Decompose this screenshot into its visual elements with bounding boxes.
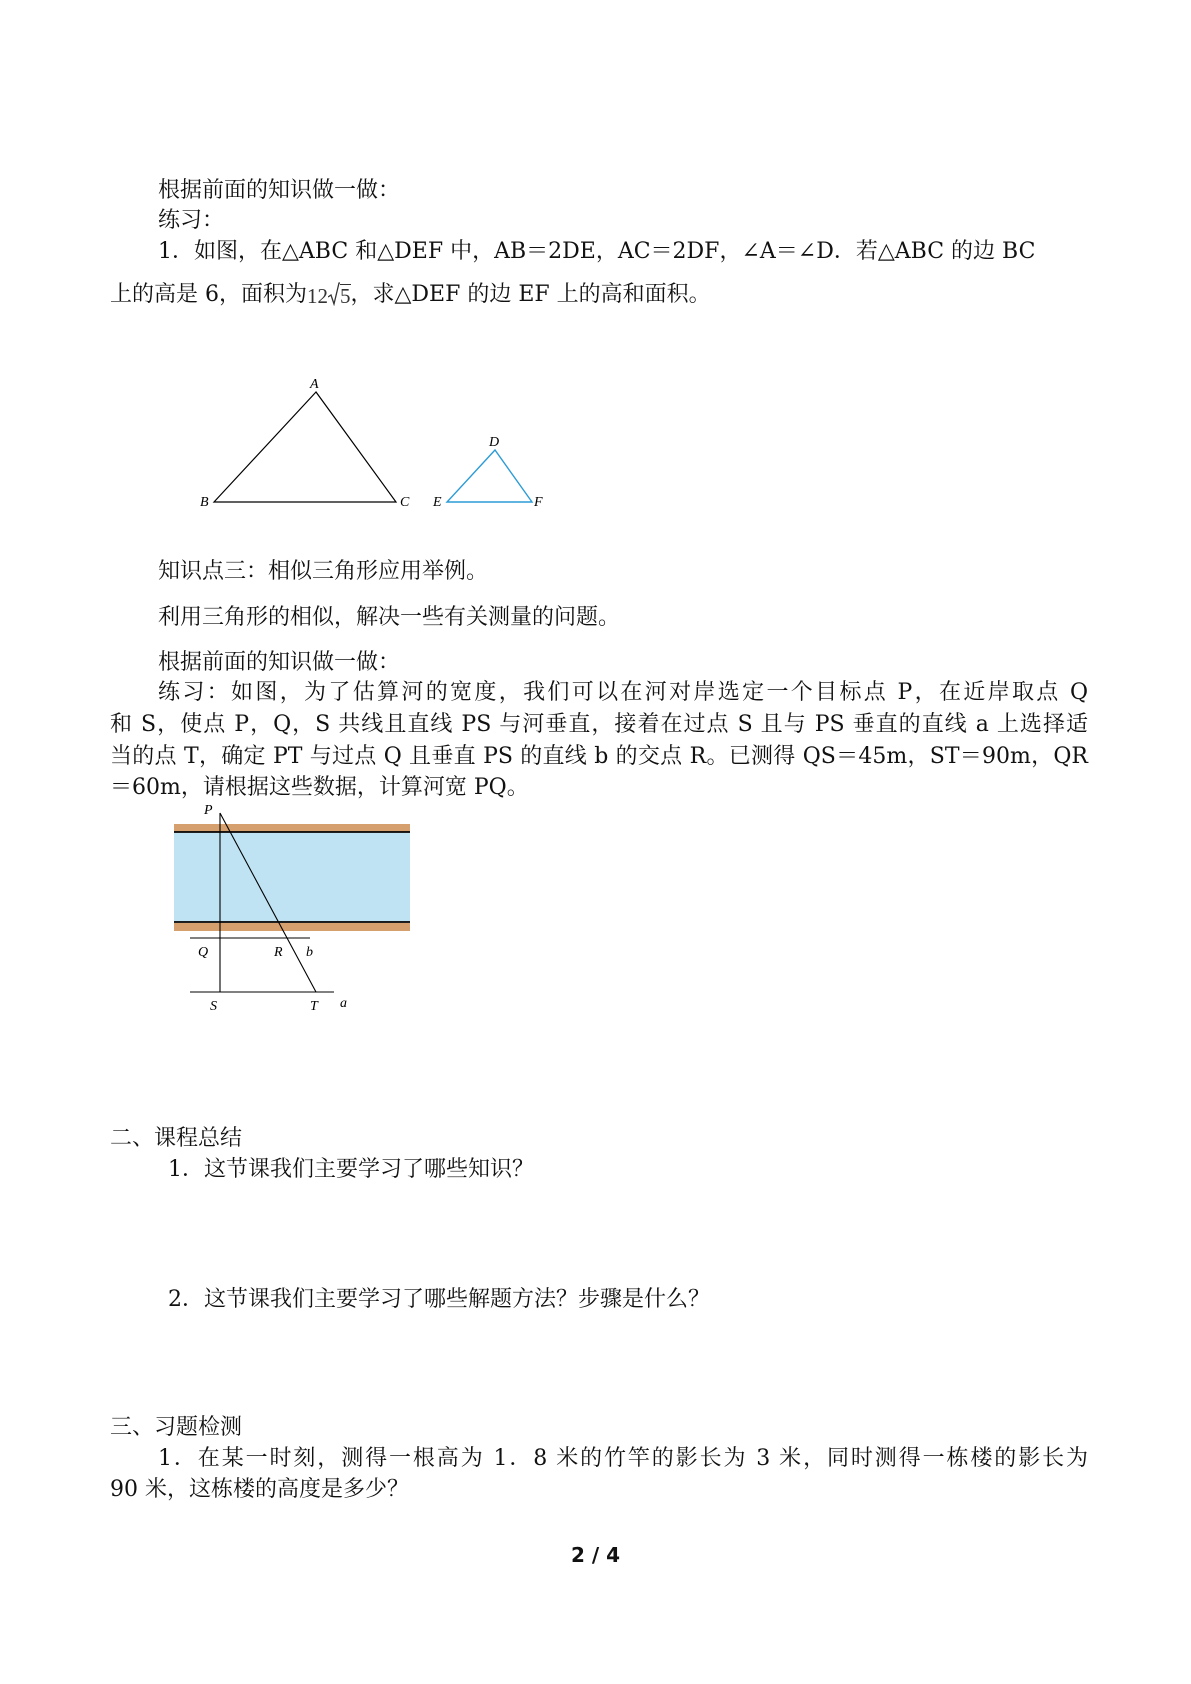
label-d: D xyxy=(489,435,500,450)
far-bank xyxy=(174,824,410,832)
knowledge-3-title: 知识点三：相似三角形应用举例。 xyxy=(158,559,489,584)
label-r: R xyxy=(274,945,283,960)
knowledge-3-desc: 利用三角形的相似，解决一些有关测量的问题。 xyxy=(158,605,621,630)
knowledge-3-lead: 根据前面的知识做一做： xyxy=(158,650,401,675)
question-1-line-2 xyxy=(110,280,711,312)
area-coefficient: 12 xyxy=(307,284,328,308)
exercise-line-4: ＝60m，请根据这些数据，计算河宽 PQ。 xyxy=(110,775,529,800)
question-1-text-pre: 上的高是 6，面积为 xyxy=(110,282,307,307)
practice-label: 练习： xyxy=(158,208,225,233)
area-radicand: 5 xyxy=(340,284,351,308)
area-expression xyxy=(307,281,351,312)
label-e: E xyxy=(433,495,442,510)
triangle-figure xyxy=(190,372,550,522)
river-water xyxy=(174,833,410,922)
label-f: F xyxy=(534,495,543,510)
exercise-line-2: 和 S，使点 P，Q，S 共线且直线 PS 与河垂直，接着在过点 S 且与 PS 垂直的直线 a 上选择适 xyxy=(110,712,1088,737)
label-q: Q xyxy=(198,945,209,960)
river-figure xyxy=(160,802,420,1012)
summary-question-2: 2．这节课我们主要学习了哪些解题方法？步骤是什么？ xyxy=(168,1287,710,1312)
label-a: A xyxy=(310,377,319,392)
label-p: P xyxy=(204,803,213,818)
triangle-def xyxy=(447,450,532,502)
exercise-line-1: 练习：如图，为了估算河的宽度，我们可以在河对岸选定一个目标点 P，在近岸取点 Q xyxy=(158,680,1088,705)
exercise-heading: 三、习题检测 xyxy=(110,1415,243,1440)
label-a-line: a xyxy=(340,996,347,1011)
exercise-question-1-line-2: 90 米，这栋楼的高度是多少？ xyxy=(110,1477,409,1502)
question-1-line-1: 1．如图，在△ABC 和△DEF 中，AB＝2DE，AC＝2DF，∠A＝∠D．若△ABC 的边 BC xyxy=(158,239,1036,264)
label-b: B xyxy=(200,495,209,510)
question-1-text-post: ，求△DEF 的边 EF 上的高和面积。 xyxy=(350,282,711,307)
label-b-line: b xyxy=(306,945,313,960)
practice-lead: 根据前面的知识做一做： xyxy=(158,178,401,203)
near-bank xyxy=(174,923,410,931)
summary-question-1: 1．这节课我们主要学习了哪些知识？ xyxy=(168,1157,534,1182)
label-s: S xyxy=(210,999,217,1012)
label-t: T xyxy=(310,999,318,1012)
label-c: C xyxy=(400,495,410,510)
summary-heading: 二、课程总结 xyxy=(110,1126,243,1151)
exercise-line-3: 当的点 T，确定 PT 与过点 Q 且垂直 PS 的直线 b 的交点 R。已测得 QS＝45m，ST＝90m，QR xyxy=(110,744,1088,769)
exercise-question-1-line-1: 1．在某一时刻，测得一根高为 1．8 米的竹竿的影长为 3 米，同时测得一栋楼的影长为 xyxy=(158,1446,1088,1471)
sqrt-radical-icon xyxy=(328,282,340,306)
triangle-abc xyxy=(214,392,396,502)
page-number: 2 / 4 xyxy=(570,1543,621,1567)
